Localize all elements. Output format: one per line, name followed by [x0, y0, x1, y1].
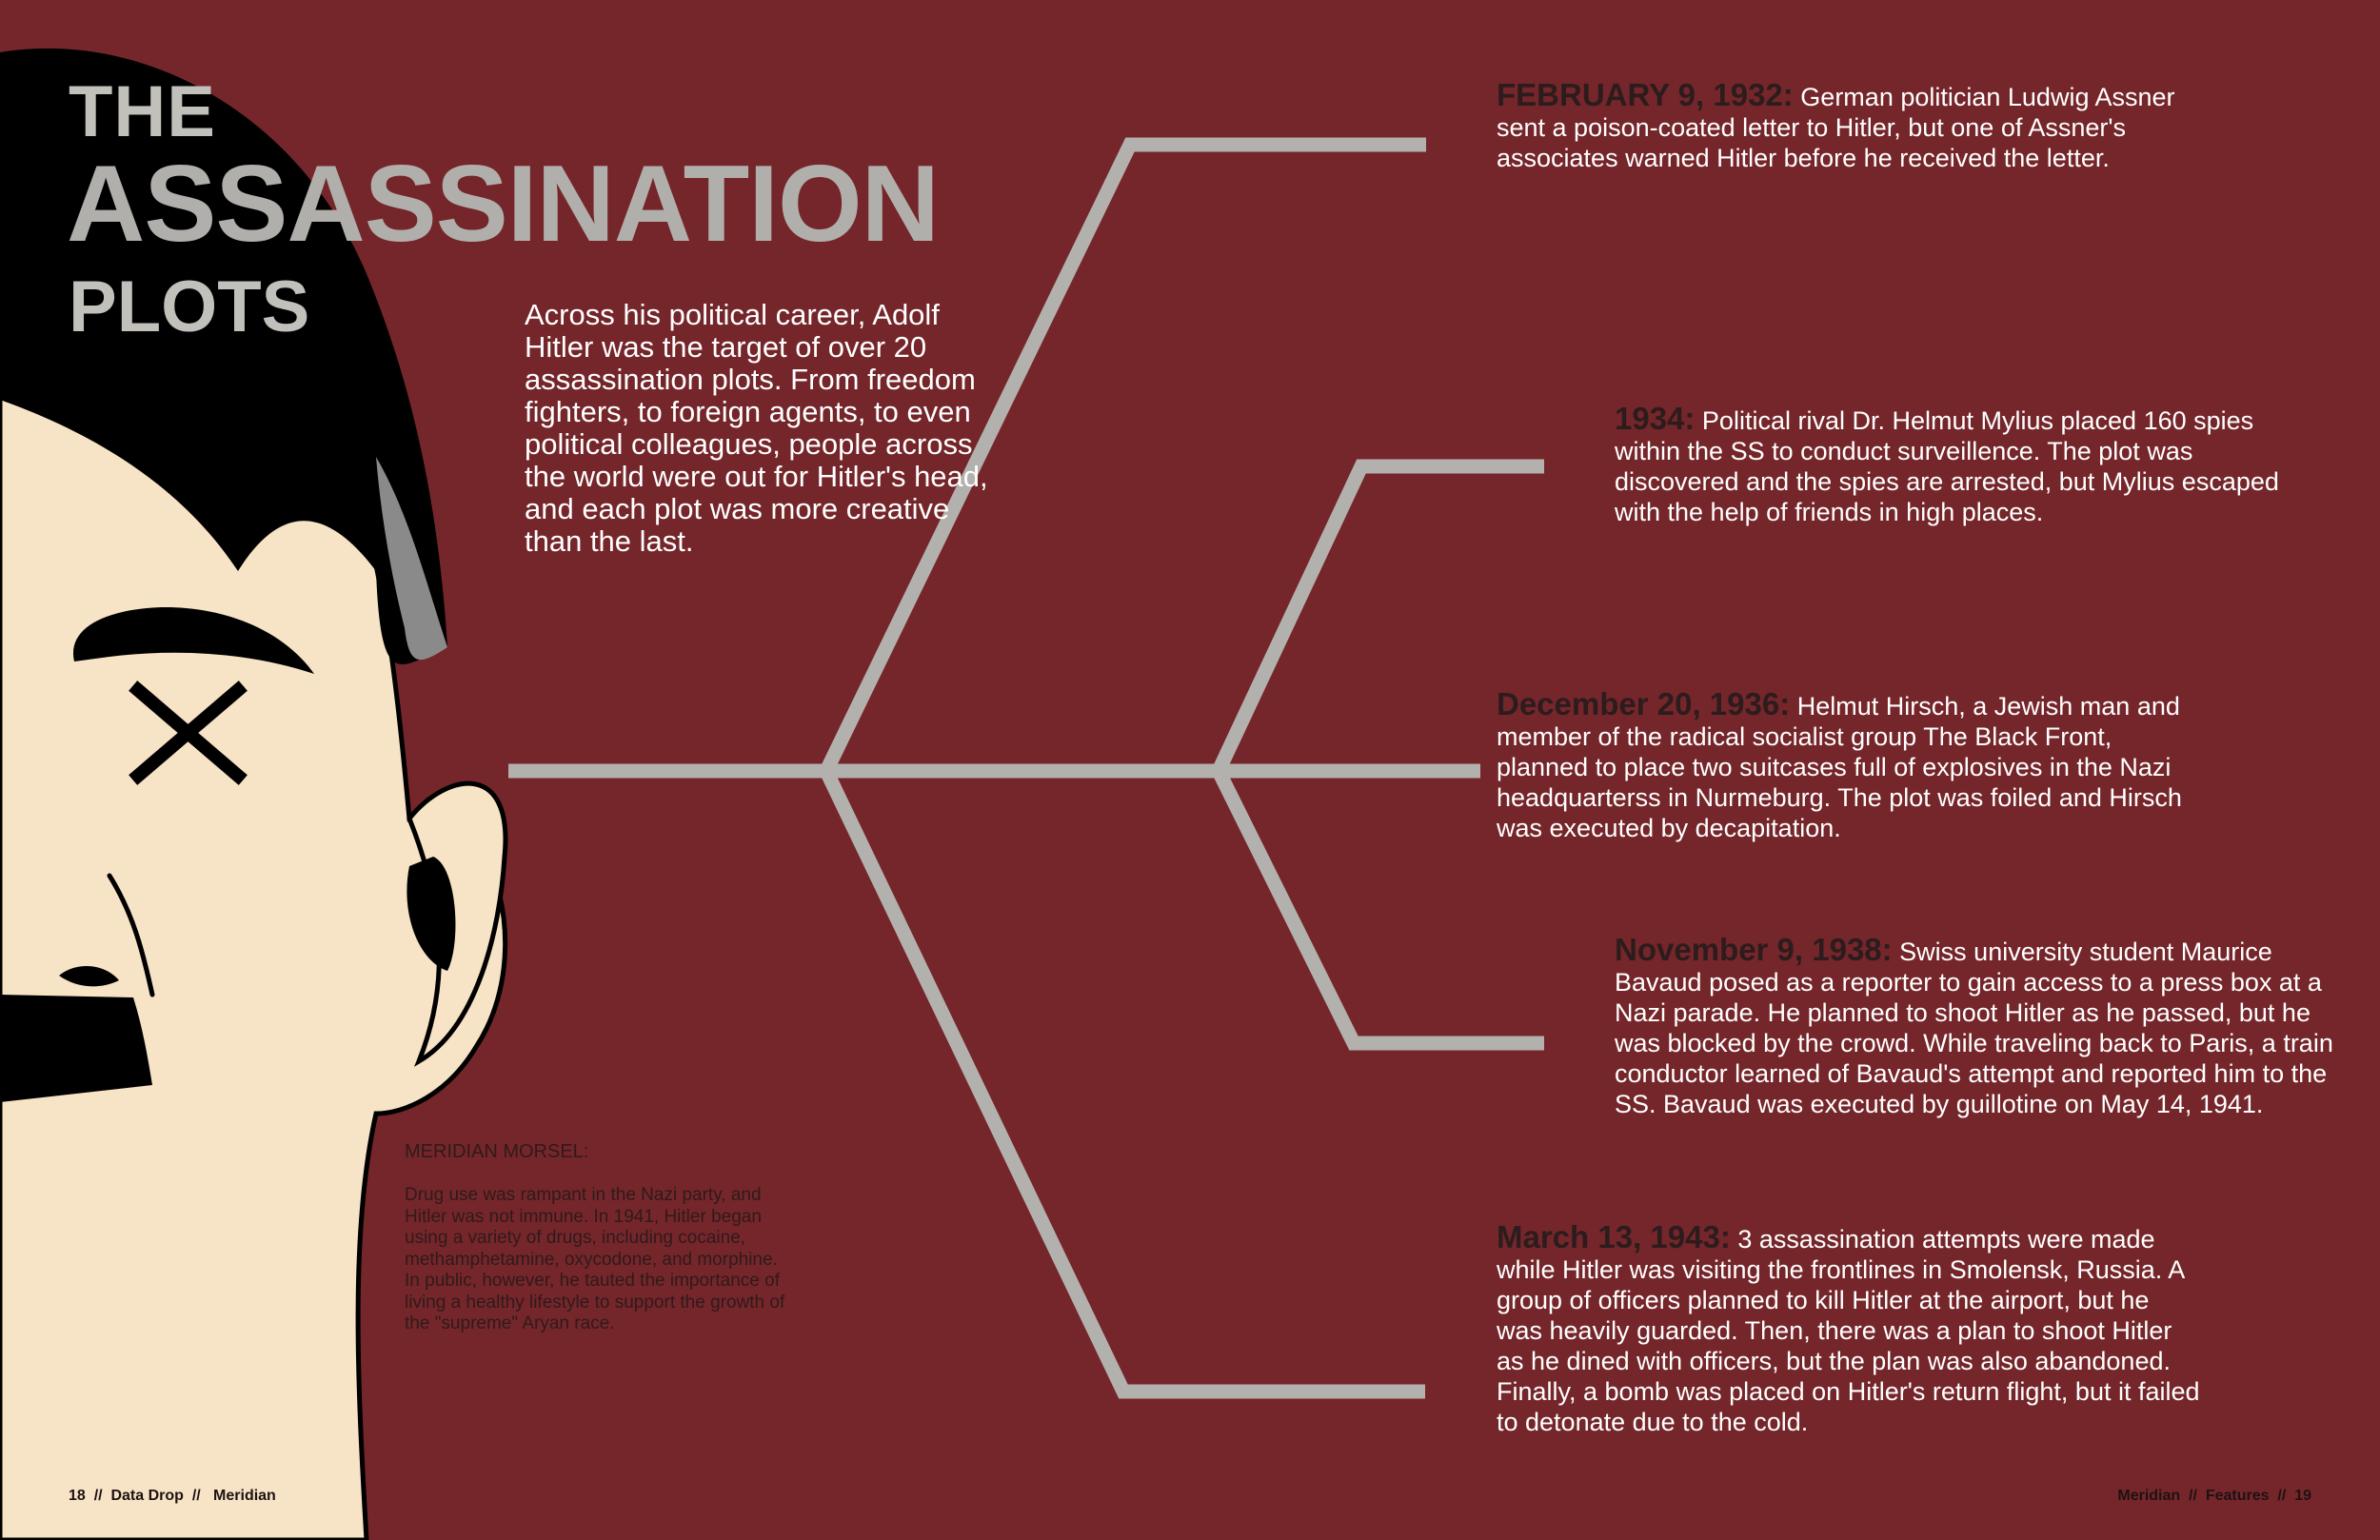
event-1938 [1615, 932, 2338, 1119]
event-date: November 9, 1938: [1615, 932, 1893, 967]
event-1932 [1497, 77, 2201, 173]
event-text: 3 assassination attempts were made while Hitler was visiting the frontlines in Smolensk, Russia. A group of officers planned to kill Hitler at the airport, but he was heavily guarded. Then, there was a plan to shoot Hitler as he dined with officers, but the plan was also abandoned. Finally, a bomb was placed on Hitler's return flight, but it failed to detonate due to the cold. [1497, 1225, 2200, 1436]
mustache-illustration [0, 995, 152, 1102]
branch-1943 [826, 771, 1425, 1392]
title-line-3: PLOTS [69, 267, 310, 347]
event-text: German politician Ludwig Assner sent a poison-coated letter to Hitler, but one of Assner's associates warned Hitler before he received the letter. [1497, 83, 2175, 172]
title-line-2: ASSASSINATION [67, 144, 939, 265]
branch-1938 [1219, 771, 1544, 1043]
event-date: 1934: [1615, 401, 1696, 436]
event-date: December 20, 1936: [1497, 686, 1791, 721]
event-1936 [1497, 686, 2201, 843]
event-text: Swiss university student Maurice Bavaud posed as a reporter to gain access to a press box at a Nazi parade. He planned to shoot Hitler as he passed, but he was blocked by the crowd. While traveling back to Paris, a train conductor learned of Bavaud's attempt and reported him to the SS. Bavaud was executed by guillotine on May 14, 1941. [1615, 938, 2333, 1118]
title-line-1: THE [69, 71, 216, 152]
intro-paragraph: Across his political career, Adolf Hitler was the target of over 20 assassination plots. From freedom fighters, to foreign agents, to even political colleagues, people across the world were out for Hitler's head, and each plot was more creative than the last. [525, 298, 988, 558]
morsel-body: Drug use was rampant in the Nazi party, and Hitler was not immune. In 1941, Hitler began using a variety of drugs, including cocaine, methamphetamine, oxycodone, and morphine. In public, however, he tauted the importance of living a healthy lifestyle to support the growth of the "supreme" Aryan race. [405, 1185, 785, 1333]
event-text: Political rival Dr. Helmut Mylius placed 160 spies within the SS to conduct surveillence. The plot was discovered and the spies are arrested, but Mylius escaped with the help of friends in high places. [1615, 406, 2279, 526]
event-1934 [1615, 401, 2310, 527]
morsel-heading: MERIDIAN MORSEL: [405, 1141, 589, 1162]
event-date: FEBRUARY 9, 1932: [1497, 77, 1794, 112]
footer-left: 18 // Data Drop // Meridian [69, 1488, 276, 1504]
branch-1934 [1219, 466, 1544, 771]
event-text: Helmut Hirsch, a Jewish man and member of the radical socialist group The Black Front, planned to place two suitcases full of explosives in the Nazi headquarterss in Nurmeburg. The plot was foiled and Hirsch was executed by decapitation. [1497, 692, 2182, 842]
event-date: March 13, 1943: [1497, 1219, 1731, 1254]
event-1943 [1497, 1219, 2201, 1437]
footer-right: Meridian // Features // 19 [2117, 1488, 2311, 1504]
